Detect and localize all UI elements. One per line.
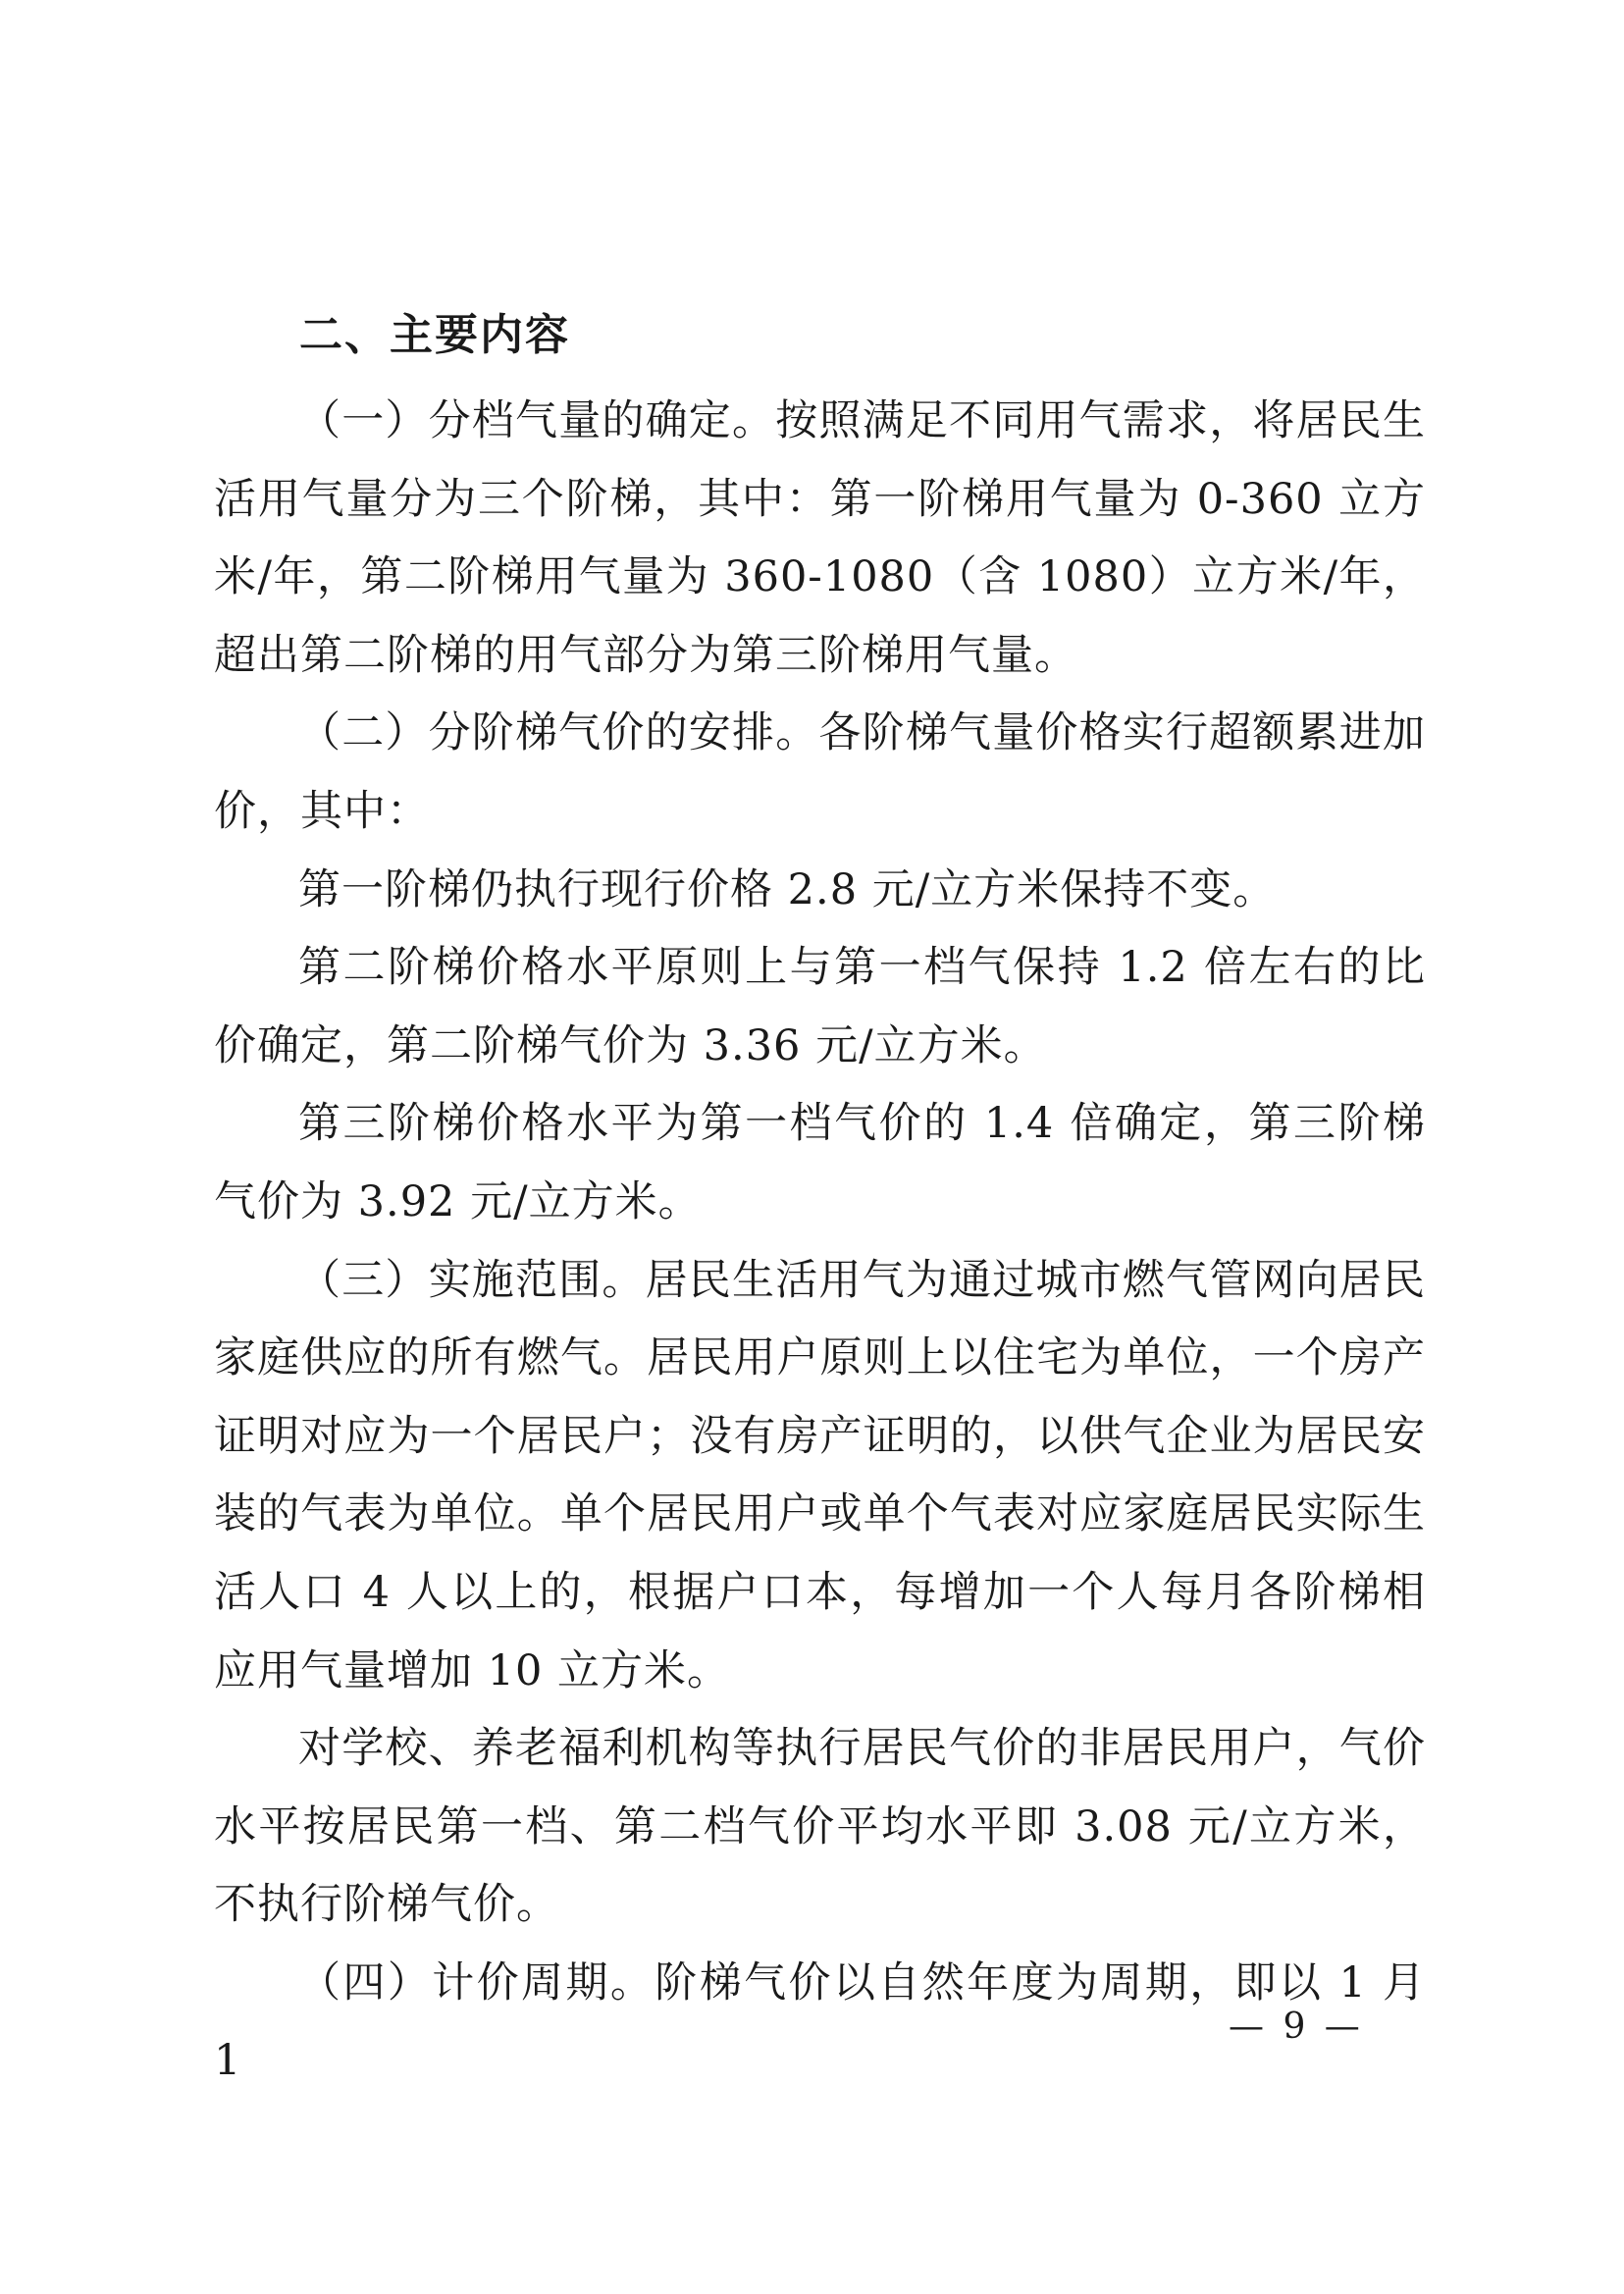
- paragraph-tier-three-price: 第三阶梯价格水平为第一档气价的 1.4 倍确定，第三阶梯气价为 3.92 元/立方米。: [214, 1099, 1426, 1226]
- body-text: [214, 383, 1426, 2101]
- paragraph-tier-volumes: （一）分档气量的确定。按照满足不同用气需求，将居民生活用气量分为三个阶梯，其中：第一阶梯用气量为 0-360 立方米/年，第二阶梯用气量为 360-1080（含 1080）立方米/年，超出第二阶梯的用气部分为第三阶梯用气量。: [214, 396, 1426, 680]
- paragraph-non-resident-users: 对学校、养老福利机构等执行居民气价的非居民用户，气价水平按居民第一档、第二档气价平均水平即 3.08 元/立方米，不执行阶梯气价。: [214, 1724, 1426, 1930]
- paragraph-tier-two-price: 第二阶梯价格水平原则上与第一档气保持 1.2 倍左右的比价确定，第二阶梯气价为 3.36 元/立方米。: [214, 943, 1426, 1070]
- paragraph-scope: （三）实施范围。居民生活用气为通过城市燃气管网向居民家庭供应的所有燃气。居民用户原则上以住宅为单位，一个房产证明对应为一个居民户；没有房产证明的，以供气企业为居民安装的气表为单位。单个居民用户或单个气表对应家庭居民实际生活人口 4 人以上的，根据户口本，每增加一个人每月各阶梯相应用气量增加 10 立方米。: [214, 1255, 1426, 1695]
- paragraph-billing-period: （四）计价周期。阶梯气价以自然年度为周期，即以 1 月 1: [214, 1957, 1426, 2086]
- paragraph-tier-one-price: 第一阶梯仍执行现行价格 2.8 元/立方米保持不变。: [298, 864, 1277, 914]
- section-heading: 二、主要内容: [299, 310, 570, 360]
- paragraph-tier-pricing: （二）分阶梯气价的安排。各阶梯气量价格实行超额累进加价，其中：: [214, 708, 1426, 836]
- page-number: — 9 —: [1229, 2007, 1364, 2047]
